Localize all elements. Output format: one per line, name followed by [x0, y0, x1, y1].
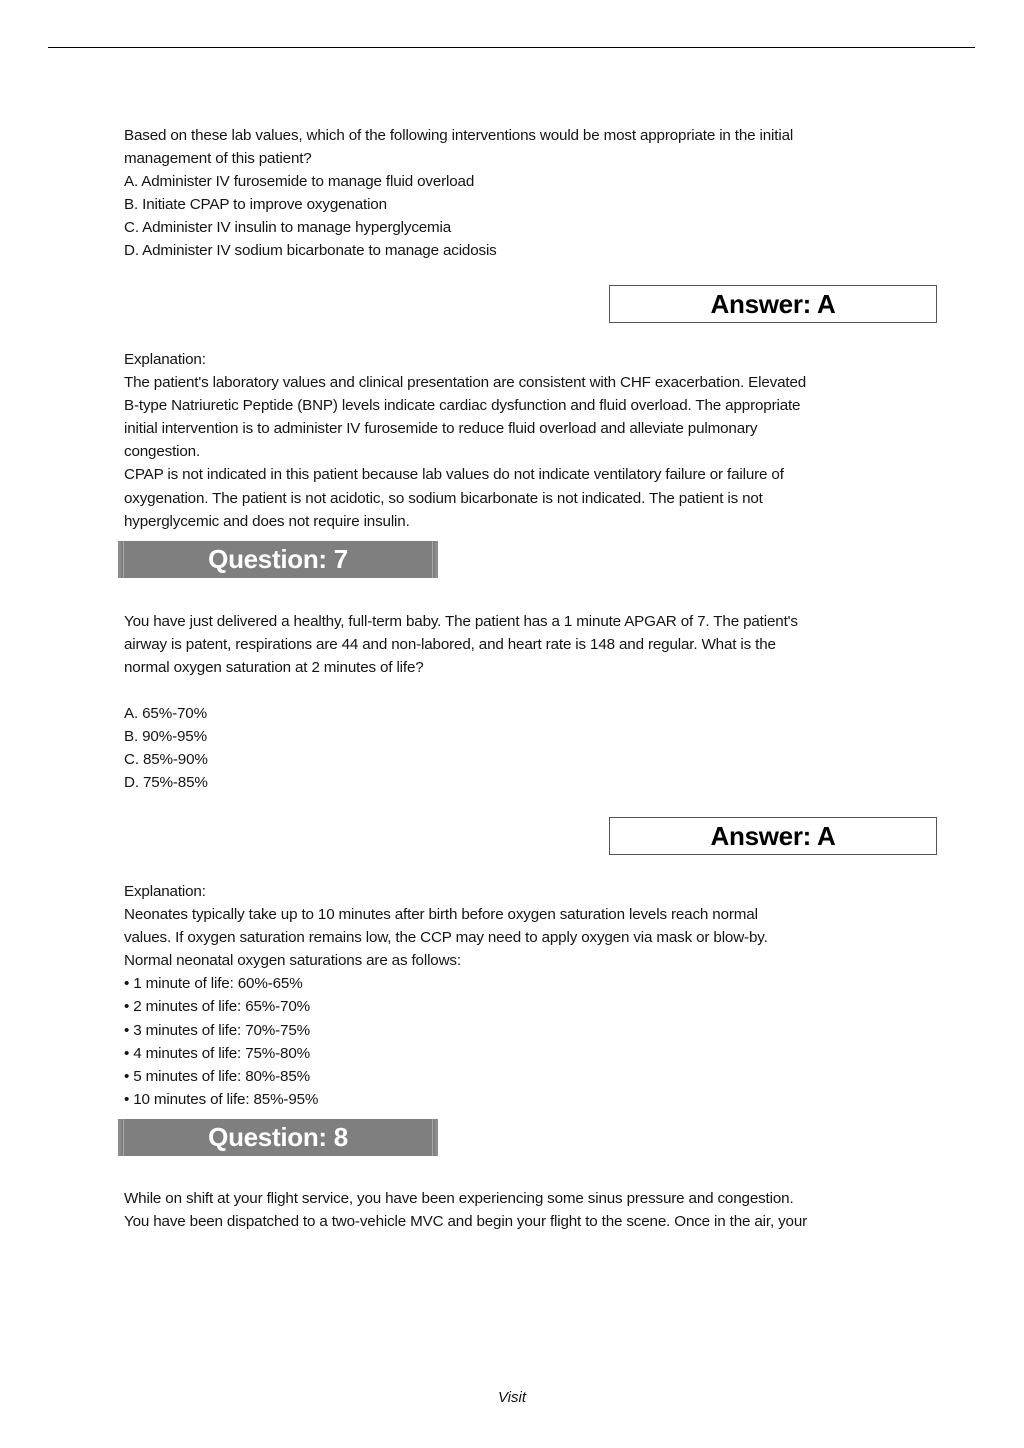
q7-bullet: • 5 minutes of life: 80%-85% — [124, 1067, 310, 1085]
q7-bullet: • 10 minutes of life: 85%-95% — [124, 1090, 319, 1108]
q6-stem-line: Based on these lab values, which of the following interventions would be most appropriate in the initial — [124, 127, 794, 144]
q7-explanation-line: Normal neonatal oxygen saturations are as follows: — [124, 952, 461, 970]
q7-bullet: • 2 minutes of life: 65%-70% — [124, 998, 310, 1016]
question-7-banner — [118, 541, 438, 578]
q7-options — [124, 702, 924, 794]
q7-bullet: • 1 minute of life: 60%-65% — [124, 975, 303, 993]
q8-stem — [124, 1187, 924, 1233]
q7-option-c: C. 85%-90% — [124, 751, 208, 769]
q7-option-b: B. 90%-95% — [124, 728, 207, 746]
q6-explanation-line: initial intervention is to administer IV furosemide to reduce fluid overload and alleviate pulmonary — [124, 420, 758, 438]
q6-option-b: B. Initiate CPAP to improve oxygenation — [124, 196, 387, 214]
question-8-title: Question: 8 — [208, 1122, 348, 1152]
header-rule — [48, 47, 975, 48]
q7-stem-line: airway is patent, respirations are 44 and non-labored, and heart rate is 148 and regular. What is the — [124, 636, 776, 654]
q6-stem — [124, 124, 924, 263]
q8-stem-line: You have been dispatched to a two-vehicle MVC and begin your flight to the scene. Once in the air, your — [124, 1213, 808, 1231]
q7-stem-line: You have just delivered a healthy, full-term baby. The patient has a 1 minute APGAR of 7. The patient's — [124, 613, 798, 630]
q6-explanation-line: The patient's laboratory values and clinical presentation are consistent with CHF exacerbation. Elevated — [124, 374, 807, 392]
q6-option-d: D. Administer IV sodium bicarbonate to manage acidosis — [124, 242, 497, 260]
q6-option-c: C. Administer IV insulin to manage hyperglycemia — [124, 219, 452, 237]
question-8-banner — [118, 1119, 438, 1156]
q6-explanation-line: CPAP is not indicated in this patient because lab values do not indicate ventilatory failure or failure of — [124, 466, 784, 484]
q7-bullet: • 4 minutes of life: 75%-80% — [124, 1044, 310, 1062]
q7-option-d: D. 75%-85% — [124, 774, 208, 792]
q6-explanation-line: B-type Natriuretic Peptide (BNP) levels indicate cardiac dysfunction and fluid overload. The appropriate — [124, 397, 801, 415]
q7-answer-label: Answer: A — [710, 820, 836, 851]
q6-explanation-line: congestion. — [124, 443, 201, 461]
q8-stem-line: While on shift at your flight service, you have been experiencing some sinus pressure and congestion. — [124, 1190, 794, 1207]
q6-explanation-line: hyperglycemic and does not require insulin. — [124, 512, 410, 530]
q7-answer-box — [609, 817, 937, 855]
q6-option-a: A. Administer IV furosemide to manage fluid overload — [124, 173, 475, 191]
q6-explanation-heading: Explanation: — [124, 351, 206, 368]
question-7-title: Question: 7 — [208, 544, 348, 574]
q6-explanation — [124, 348, 924, 533]
q7-stem — [124, 610, 924, 679]
q6-answer-label: Answer: A — [710, 288, 836, 319]
footer-visit-text: Visit — [497, 1389, 527, 1406]
q7-explanation — [124, 880, 924, 1111]
q6-answer-box — [609, 285, 937, 323]
q7-stem-line: normal oxygen saturation at 2 minutes of life? — [124, 659, 424, 677]
q7-explanation-heading: Explanation: — [124, 883, 206, 900]
q7-explanation-line: Neonates typically take up to 10 minutes after birth before oxygen saturation levels reach normal — [124, 906, 758, 924]
q6-stem-line: management of this patient? — [124, 150, 312, 168]
q7-explanation-line: values. If oxygen saturation remains low, the CCP may need to apply oxygen via mask or blow-by. — [124, 929, 768, 947]
q7-option-a: A. 65%-70% — [124, 705, 207, 722]
q7-bullet: • 3 minutes of life: 70%-75% — [124, 1021, 310, 1039]
q6-explanation-line: oxygenation. The patient is not acidotic, so sodium bicarbonate is not indicated. The patient is not — [124, 489, 763, 507]
